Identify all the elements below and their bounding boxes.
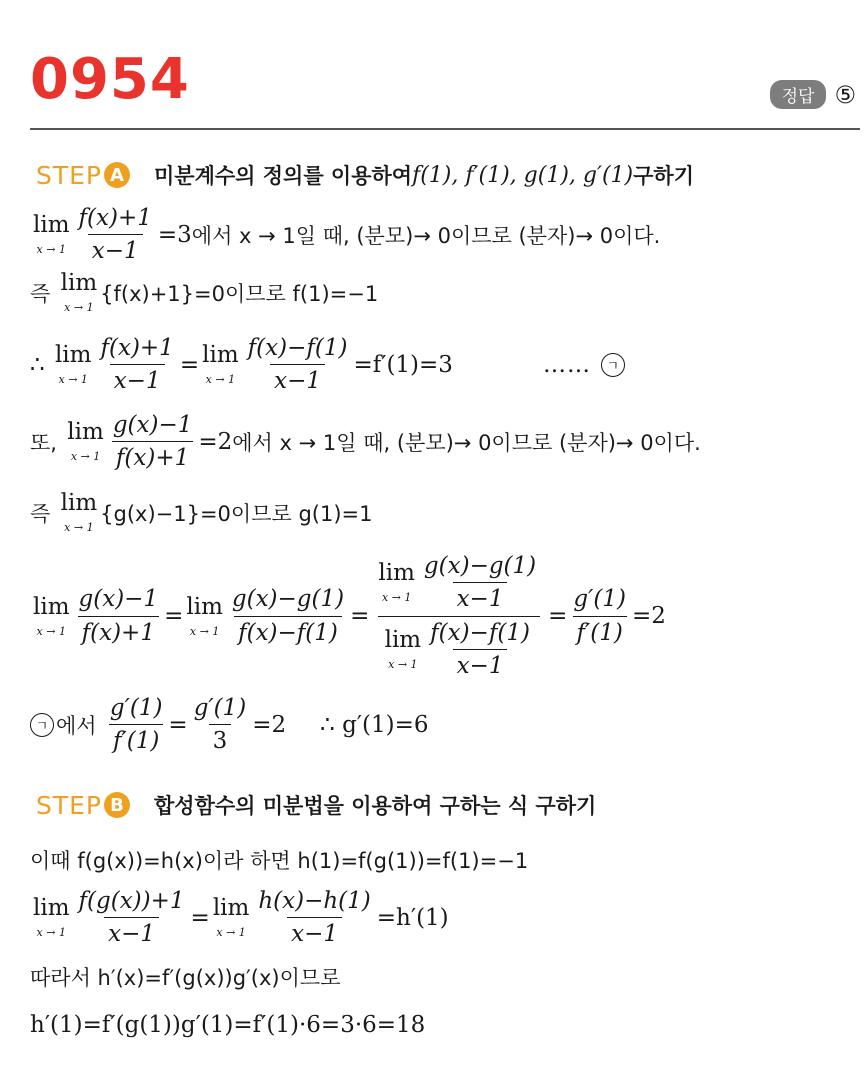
fraction: $\frac{f(x)-f(1)}{x-1}$ xyxy=(247,335,348,395)
limit-symbol: lim x → 1 xyxy=(33,212,70,257)
line-ratio: lim x → 1 $\frac{g(x)-1}{f(x)+1}$ = lim x → 1 $\frac{g(x)-g(1)}{f(x)-f(1)}$ = lim x → 1 $\frac{g(x)-g(1)}{x-1}$ lim x → 1 $\frac{f(x)-f(1)}{x-1}$ = $\frac{g'(1)}{f'(1)}$ =2 xyxy=(33,553,666,680)
circled-mark: ㄱ xyxy=(30,713,54,737)
fraction: $\frac{f(x)+1}{x-1}$ xyxy=(78,205,152,265)
problem-number: 0954 xyxy=(30,47,190,112)
fraction: $\frac{h(x)-h(1)}{x-1}$ xyxy=(258,888,371,948)
step-a-heading xyxy=(36,160,694,190)
line-define-h: 이때 f(g(x))=h(x)이라 하면 h(1)=f(g(1))=f(1)=−1 xyxy=(30,849,529,873)
step-title-math: f(1), f′(1), g(1), g′(1) xyxy=(412,162,634,188)
answer-box xyxy=(770,80,856,109)
fraction: $\frac{g'(1)}{f'(1)}$ xyxy=(109,695,163,755)
line-gprime: ㄱ 에서 $\frac{g'(1)}{f'(1)}$ = $\frac{g'(1)}{3}$ =2 ∴ g′(1)=6 xyxy=(30,695,429,755)
line-limit-g: 또, lim x → 1 $\frac{g(x)-1}{f(x)+1}$ =2 에서 x → 1일 때, (분모)→ 0이므로 (분자)→ 0이다. xyxy=(30,412,701,472)
line-limit-f: lim x → 1 $\frac{f(x)+1}{x-1}$ =3 에서 x → 1일 때, (분모)→ 0이므로 (분자)→ 0이다. xyxy=(33,205,661,265)
limit-symbol: lim x → 1 xyxy=(212,895,250,940)
step-title: 미분계수의 정의를 이용하여 f(1), f′(1), g(1), g′(1) 구하기 xyxy=(154,162,694,188)
limit-symbol: lim x → 1 xyxy=(60,270,98,314)
line-f1: 즉 lim x → 1 {f(x)+1}=0이므로 f(1)=−1 xyxy=(30,270,379,314)
step-label: STEP xyxy=(36,160,103,190)
line-limit-h: lim x → 1 $\frac{f(g(x))+1}{x-1}$ = lim x → 1 $\frac{h(x)-h(1)}{x-1}$ =h′(1) xyxy=(33,888,449,948)
line-chain-rule: 따라서 h′(x)=f′(g(x))g′(x)이므로 xyxy=(30,966,341,990)
step-letter-badge: B xyxy=(104,792,130,818)
limit-symbol: lim x → 1 xyxy=(54,342,92,387)
answer-value: ⑤ xyxy=(834,80,856,109)
step-letter-badge: A xyxy=(104,162,130,188)
limit-symbol: lim x → 1 xyxy=(33,895,70,940)
fraction: $\frac{g'(1)}{f'(1)}$ xyxy=(573,586,626,646)
step-b-heading xyxy=(36,790,596,820)
circled-mark: ㄱ xyxy=(601,353,625,377)
fraction: $\frac{g'(1)}{3}$ xyxy=(193,695,247,755)
limit-symbol: lim x → 1 xyxy=(186,593,223,638)
step-title: 합성함수의 미분법을 이용하여 구하는 식 구하기 xyxy=(154,794,597,818)
fraction: $\frac{g(x)-g(1)}{f(x)-f(1)}$ xyxy=(231,586,345,646)
answer-label: 정답 xyxy=(770,80,827,109)
limit-symbol: lim x → 1 xyxy=(202,342,239,387)
compound-fraction: lim x → 1 $\frac{g(x)-g(1)}{x-1}$ lim x → 1 $\frac{f(x)-f(1)}{x-1}$ xyxy=(371,553,546,680)
limit-symbol: lim x → 1 xyxy=(33,593,70,638)
line-g1: 즉 lim x → 1 {g(x)−1}=0이므로 g(1)=1 xyxy=(30,490,373,534)
fraction: $\frac{f(x)+1}{x-1}$ xyxy=(100,335,174,395)
fraction: $\frac{g(x)-1}{f(x)+1}$ xyxy=(78,586,159,646)
step-label: STEP xyxy=(36,790,103,820)
limit-symbol: lim x → 1 xyxy=(60,490,98,534)
header-divider xyxy=(30,128,860,130)
fraction: $\frac{f(g(x))+1}{x-1}$ xyxy=(78,888,185,948)
line-fprime: ∴ lim x → 1 $\frac{f(x)+1}{x-1}$ = lim x → 1 $\frac{f(x)-f(1)}{x-1}$ =f′(1)=3 …… ㄱ xyxy=(30,335,627,395)
limit-symbol: lim x → 1 xyxy=(67,419,104,464)
fraction: $\frac{g(x)-1}{f(x)+1}$ xyxy=(112,412,193,472)
line-final-answer: h′(1)=f′(g(1))g′(1)=f′(1)·6=3·6=18 xyxy=(30,1012,426,1038)
